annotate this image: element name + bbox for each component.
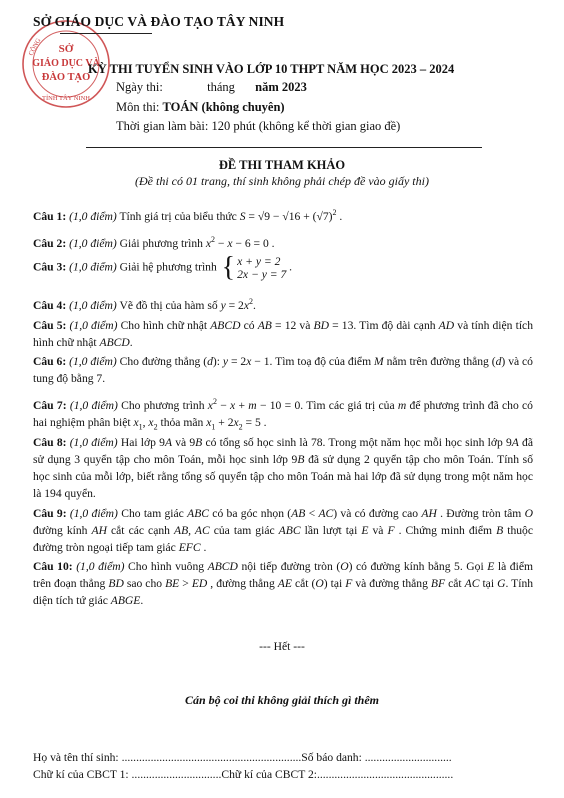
question-6: Câu 6: (1,0 điểm) Cho đường thẳng (d): y = 2x − 1. Tìm toạ độ của điểm M nằm trên đường thẳng (d) và có tung độ bằng 7. bbox=[33, 355, 533, 385]
question-10: Câu 10: (1,0 điểm) Cho hình vuông ABCD nội tiếp đường tròn (O) có đường kính bằng 5. Gọi E là điểm trên đoạn thẳng BD sao cho BE > ED , đường thẳng AE cắt (O) tại F và đường thẳng BF cắt AC tại G. Tính diện tích tứ giác ABGE. bbox=[33, 560, 534, 607]
question-2: Câu 2: (1,0 điểm) Giải phương trình $x^2 - x - 6 = 0$ . bbox=[33, 235, 275, 250]
question-3: Câu 3: (1,0 điểm) Giải hệ phương trình { x + y = 2 2x − y = 7 . bbox=[33, 252, 293, 283]
candidate-name-line: Họ và tên thí sinh: ..............................................................Số báo danh: .............................. bbox=[33, 751, 452, 764]
subject-line bbox=[116, 100, 285, 115]
svg-text:ĐÀO TẠO: ĐÀO TẠO bbox=[41, 72, 91, 83]
question-9: Câu 9: (1,0 điểm) Cho tam giác ABC có ba góc nhọn (AB < AC) và có đường cao AH . Đường tròn tâm O đường kính AH cắt các cạnh AB, AC của tam giác ABC lần lượt tại E và F . Chứng minh điểm B thuộc đường tròn ngoại tiếp tam giác EFC . bbox=[33, 507, 533, 554]
invigilator-note: Cán bộ coi thi không giải thích gì thêm bbox=[184, 693, 380, 707]
question-4: Câu 4: (1,0 điểm) Vẽ đồ thị của hàm số $y = 2x^2$. bbox=[33, 297, 256, 312]
doc-subtitle: (Đề thi có 01 trang, thí sinh không phải chép đề vào giấy thi) bbox=[135, 174, 429, 188]
question-5: Câu 5: (1,0 điểm) Cho hình chữ nhật ABCD có AB = 12 và BD = 13. Tìm độ dài cạnh AD và tính diện tích hình chữ nhật ABCD. bbox=[33, 319, 533, 349]
question-1: Câu 1: (1,0 điểm) Tính giá trị của biểu thức $S = √9 - √16 + (√7)^2$ . bbox=[33, 208, 343, 223]
year-label: năm 2023 bbox=[255, 80, 307, 94]
svg-text:TỈNH TÂY NINH: TỈNH TÂY NINH bbox=[41, 95, 91, 102]
date-label: Ngày thi: bbox=[116, 80, 163, 94]
header-underline bbox=[60, 33, 152, 34]
svg-text:SỞ: SỞ bbox=[58, 43, 74, 55]
subject-label: Môn thi: bbox=[116, 100, 160, 114]
svg-text:GIÁO DỤC VÀ: GIÁO DỤC VÀ bbox=[32, 58, 100, 69]
month-label: tháng bbox=[207, 80, 235, 94]
end-marker: --- Hết --- bbox=[259, 640, 305, 653]
exam-date-line bbox=[116, 80, 307, 95]
issuing-department: SỞ GIÁO DỤC VÀ ĐÀO TẠO TÂY NINH bbox=[33, 14, 285, 29]
doc-title: ĐỀ THI THAM KHẢO bbox=[218, 158, 346, 172]
signature-line: Chữ kí của CBCT 1: ...............................Chữ kí của CBCT 2:............................................... bbox=[33, 768, 454, 781]
time-limit: Thời gian làm bài: 120 phút (không kể thời gian giao đề) bbox=[116, 119, 401, 133]
header-separator bbox=[86, 147, 482, 148]
subject-value: TOÁN (không chuyên) bbox=[162, 100, 285, 114]
question-7: Câu 7: (1,0 điểm) Cho phương trình $x^2 - x + m - 10 = 0$. Tìm các giá trị của m để phương trình đã cho có hai nghiệm phân biệt $x_1$, $x_2$ thỏa mãn $x_1 + 2x_2 = 5$ . bbox=[33, 397, 533, 432]
question-8: Câu 8: (1,0 điểm) Hai lớp 9A và 9B có tổng số học sinh là 78. Trong một năm học mỗi học sinh lớp 9A đã sử dụng 3 quyển tập cho môn Toán, mỗi học sinh lớp 9B đã sử dụng 2 quyển tập cho môn Toán. Tính số học sinh của mỗi lớp, biết rằng tổng số quyển tập cho môn Toán mà hai lớp đã sử dụng trong một năm học là 194 quyển. bbox=[33, 436, 533, 500]
exam-title: KỲ THI TUYỂN SINH VÀO LỚP 10 THPT NĂM HỌC 2023 – 2024 bbox=[88, 62, 455, 76]
svg-text:CÔNG: CÔNG bbox=[27, 37, 43, 57]
